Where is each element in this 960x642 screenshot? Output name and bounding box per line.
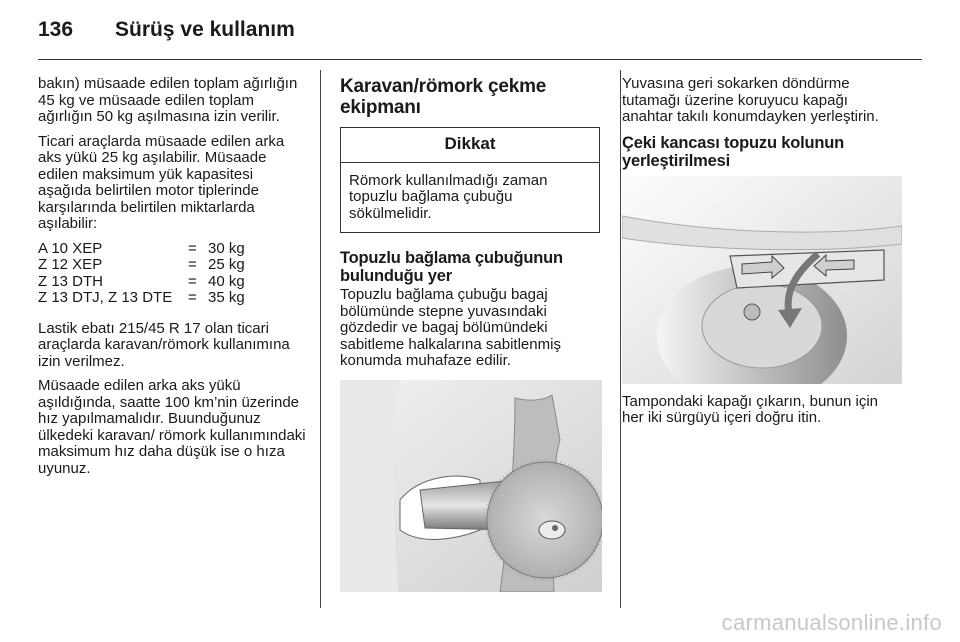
paragraph-tyre-size: Lastik ebatı 215/45 R 17 olan ticari araçlarda karavan/römork kullanımına izin verilmez.: [38, 319, 290, 370]
section-title: Sürüş ve kullanım: [115, 18, 295, 41]
equals-sign: =: [188, 239, 197, 257]
column-3: [622, 76, 902, 435]
paragraph-axle-load: bakın) müsaade edilen toplam ağırlığın 45 kg ve müsaade edilen toplam ağırlığın 50 kg aşılmasına izin verilir.: [38, 75, 298, 125]
engine-model: Z 13 DTJ, Z 13 DTE: [38, 289, 173, 306]
illustration-bumper-cover: [622, 176, 902, 384]
load-value: 30 kg: [208, 239, 245, 257]
paragraph-cap-placement: Yuvasına geri sokarken döndürme tutamağı üzerine koruyucu kapağı anahtar takılı konumdayken yerleştirin.: [622, 75, 879, 125]
load-value: 25 kg: [208, 256, 245, 273]
page-number: 136: [38, 18, 74, 41]
section-heading-towing: Karavan/römork çekme ekipmanı: [340, 76, 547, 118]
engine-model: A 10 XEP: [38, 239, 103, 257]
subheading-ball-fitting: Çeki kancası topuzu kolunun yerleştirilmesi: [622, 133, 844, 170]
column-2: [340, 76, 602, 592]
equals-sign: =: [188, 272, 197, 290]
load-value: 35 kg: [208, 289, 245, 306]
caution-text: Römork kullanılmadığı zaman topuzlu bağlama çubuğu sökülmelidir.: [349, 171, 548, 222]
engine-load-table: [38, 241, 308, 307]
load-value: 40 kg: [208, 272, 245, 290]
header-rule: [38, 59, 922, 60]
column-divider-left: [320, 70, 321, 608]
page-header: [38, 18, 295, 42]
table-row: [38, 274, 308, 291]
engine-model: Z 12 XEP: [38, 256, 103, 273]
watermark: carmanualsonline.info: [721, 610, 942, 635]
bumper-drawing: [622, 176, 902, 384]
paragraph-speed-limit: Müsaade edilen arka aks yükü aşıldığında, saatte 100 km’nin üzerinde hız yapılmamalıdır. Buunduğunuz ülkedeki karavan/ römork kullanımındaki maksimum hız daha düşük ise o hıza uyunuz.: [38, 377, 306, 477]
table-row: [38, 290, 308, 307]
column-1: [38, 76, 308, 485]
caution-box: [340, 127, 600, 233]
paragraph-ball-bar-storage: Topuzlu bağlama çubuğu bagaj bölümünde stepne yuvasındaki gözdedir ve bagaj bölümündeki sabitleme halkalarına sabitlenmiş konumda muhafaze edilir.: [340, 286, 561, 369]
paragraph-commercial: Ticari araçlarda müsaade edilen arka aks yükü 25 kg aşılabilir. Müsaade edilen maksimum yük kapasitesi aşağıda belirtilen motor tiplerinde karşılarında belirtilen miktarlarda aşılabilir:: [38, 132, 285, 232]
table-row: [38, 257, 308, 274]
illustration-ball-bar: [340, 380, 602, 592]
equals-sign: =: [188, 289, 197, 306]
subheading-ball-bar-location: Topuzlu bağlama çubuğunun bulunduğu yer: [340, 249, 563, 285]
caution-title: Dikkat: [341, 128, 599, 163]
column-divider-right: [620, 70, 621, 608]
engine-model: Z 13 DTH: [38, 272, 104, 290]
figure-caption: Tampondaki kapağı çıkarın, bunun için her iki sürgüyü içeri doğru itin.: [622, 392, 878, 426]
equals-sign: =: [188, 256, 197, 273]
ball-bar-drawing: [340, 380, 602, 592]
table-row: [38, 241, 308, 258]
